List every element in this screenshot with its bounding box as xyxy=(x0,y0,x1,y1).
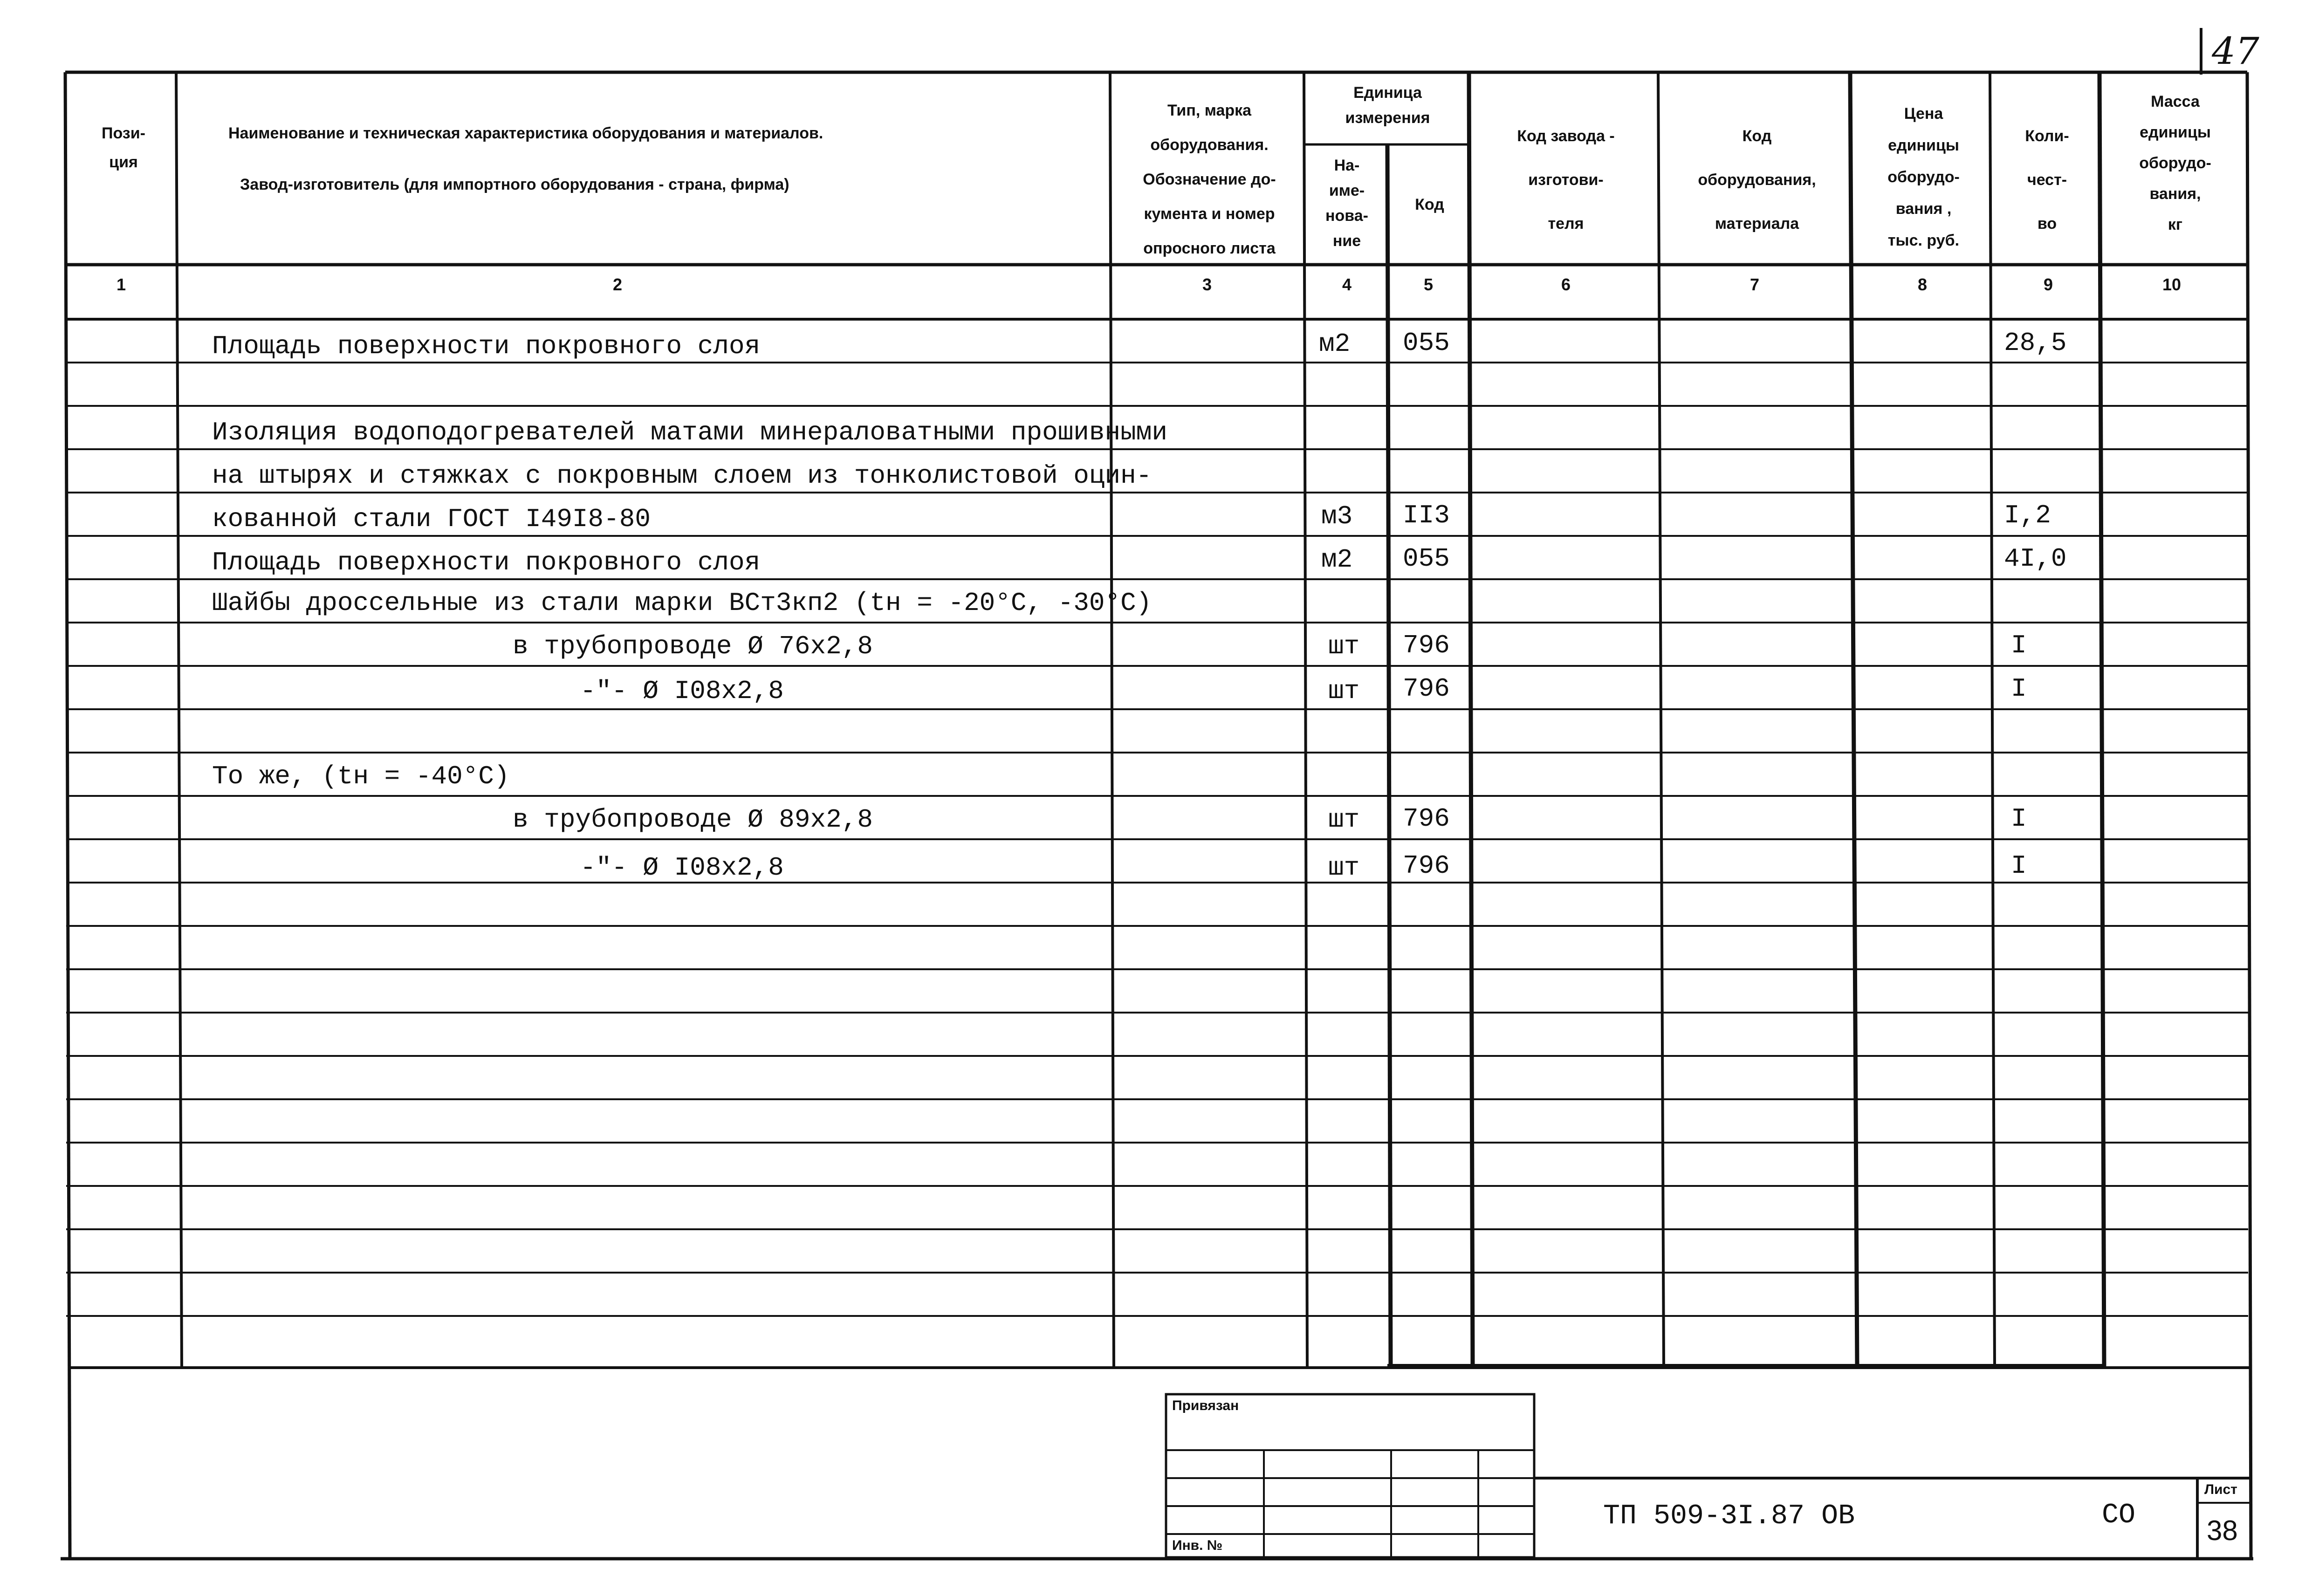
header-equipment-code: Код оборудования, материала xyxy=(1698,127,1816,233)
row-quantity: I xyxy=(2011,674,2027,704)
sheet-label: Лист xyxy=(2204,1482,2237,1497)
column-number: 7 xyxy=(1749,275,1760,294)
row-quantity: I xyxy=(2011,804,2027,834)
row-quantity: I xyxy=(2011,630,2027,660)
header-type: Тип, марка оборудования. Обозначение до- кумента и номер опросного листа xyxy=(1143,102,1276,257)
header-position: Пози- ция xyxy=(102,124,145,171)
header-unit-name: На- име- нова- ние xyxy=(1325,157,1368,250)
header-name-line1: Наименование и техническая характеристика оборудования и материалов. xyxy=(228,124,823,142)
row-name: Шайбы дроссельные из стали марки ВСт3кп2 (tн = -20°С, -30°С) xyxy=(212,588,1152,618)
row-name: в трубопроводе Ø 89х2,8 xyxy=(513,805,873,835)
row-quantity: 4I,0 xyxy=(2004,544,2067,574)
column-number: 2 xyxy=(612,275,623,294)
row-code: 055 xyxy=(1403,328,1450,358)
header-name-line2: Завод-изготовитель (для импортного оборудования - страна, фирма) xyxy=(240,176,789,193)
row-unit: м2 xyxy=(1321,545,1353,575)
row-quantity: I xyxy=(2011,851,2027,881)
row-unit: шт xyxy=(1328,676,1360,706)
row-code: 796 xyxy=(1403,630,1450,660)
stamp-inv-label: Инв. № xyxy=(1172,1538,1223,1553)
row-unit: шт xyxy=(1328,631,1360,661)
column-number: 1 xyxy=(116,275,126,294)
row-code: 055 xyxy=(1403,544,1450,574)
row-name: -"- Ø I08х2,8 xyxy=(580,676,784,706)
row-name: на штырях и стяжках с покровным слоем из тонколистовой оцин- xyxy=(212,461,1152,491)
row-quantity: 28,5 xyxy=(2004,328,2067,358)
row-unit: м3 xyxy=(1321,501,1353,531)
row-unit: м2 xyxy=(1319,329,1351,359)
row-code: II3 xyxy=(1403,500,1450,530)
row-name: в трубопроводе Ø 76х2,8 xyxy=(513,631,873,661)
column-number: 6 xyxy=(1561,275,1571,294)
row-quantity: I,2 xyxy=(2004,500,2051,530)
row-code: 796 xyxy=(1403,851,1450,881)
header-unit-group: Единица измерения xyxy=(1345,84,1430,127)
document-code: ТП 509-3I.87 ОВ xyxy=(1603,1500,1855,1532)
row-name: Изоляция водоподогревателей матами минераловатными прошивными xyxy=(212,418,1167,447)
page-corner-number: 47 xyxy=(2200,28,2259,75)
column-number: 5 xyxy=(1423,275,1434,294)
stamp-privyazan-label: Привязан xyxy=(1172,1398,1239,1413)
header-unit-code: Код xyxy=(1415,196,1444,213)
sheet-number: 38 xyxy=(2207,1515,2238,1546)
header-quantity: Коли- чест- во xyxy=(2025,127,2069,233)
row-name: То же, (tн = -40°С) xyxy=(212,761,510,791)
row-code: 796 xyxy=(1403,804,1450,834)
header-price: Цена единицы оборудо- вания , тыс. руб. xyxy=(1887,105,1960,249)
row-unit: шт xyxy=(1328,805,1360,835)
row-name: Площадь поверхности покровного слоя xyxy=(212,331,761,361)
header-factory-code: Код завода - изготови- теля xyxy=(1517,127,1615,233)
row-name: Площадь поверхности покровного слоя xyxy=(212,548,761,577)
column-number: 3 xyxy=(1202,275,1212,294)
row-code: 796 xyxy=(1403,674,1450,704)
row-unit: шт xyxy=(1328,853,1360,883)
column-number: 8 xyxy=(1917,275,1928,294)
row-name: -"- Ø I08х2,8 xyxy=(580,853,784,883)
row-name: кованной стали ГОСТ I49I8-80 xyxy=(212,504,651,534)
column-number: 4 xyxy=(1342,275,1352,294)
header-mass: Масса единицы оборудо- вания, кг xyxy=(2139,93,2211,233)
column-number: 10 xyxy=(2162,275,2182,294)
column-number: 9 xyxy=(2043,275,2053,294)
document-stage: СО xyxy=(2102,1500,2136,1531)
